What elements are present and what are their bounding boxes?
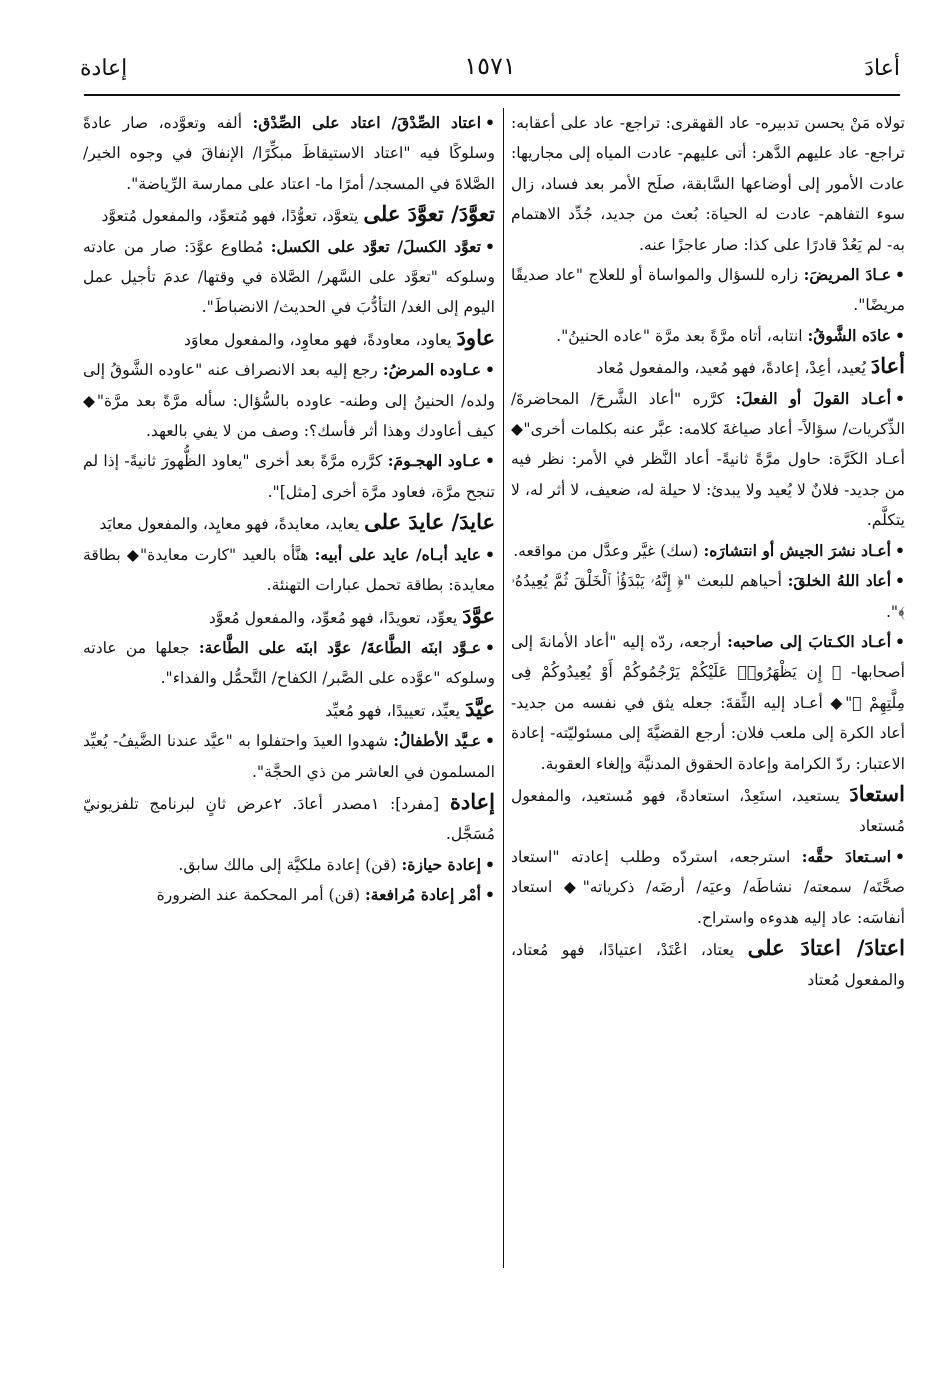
page-header [80, 52, 900, 92]
bullet-icon: • [485, 854, 495, 874]
sense-keyword: عـيَّد الأطفالُ: [393, 731, 482, 751]
headword-forms: يعاود، معاودةً، فهو معاوِد، والمفعول معاوَد [184, 330, 457, 349]
bullet-icon: • [485, 360, 495, 380]
headword: إعادة [449, 788, 495, 814]
sense-definition: (قن) أمر المحكمة عند الضرورة [156, 886, 365, 905]
sense-item [511, 321, 905, 351]
sense-item [511, 384, 905, 536]
sense-definition: شهدوا العيدَ واحتفلوا به "عيَّد عندنا الضَّيفُ- يُعيِّد المسلمون في العاشر من ذي الحجَّة". [83, 732, 495, 781]
headword-forms: يستعيد، استَعِدْ، استعادةً، فهو مُستعيد، والمفعول مُستعاد [511, 786, 905, 836]
sense-item [83, 446, 495, 507]
headword: تعوَّدَ/ تعوَّدَ على [363, 201, 495, 227]
sense-definition: أحياهم للبعث "﴿ إِنَّهُۥ يَبْدَؤُا۟ ٱلْخَلْقَ ثُمَّ يُعِيدُهُۥ ﴾". [511, 572, 905, 621]
headword-forms: يعتاد، اعْتَدْ، اعتيادًا، فهو مُعتاد، والمفعول مُعتاد [511, 940, 905, 990]
bullet-icon: • [895, 265, 906, 285]
sense-definition: (سك) غيَّر وعدَّل من مواقعه. [513, 541, 704, 560]
sense-definition: هنَّأه بالعيد "كارت معايدة"◆ بطاقة معايدة: بطاقة تحمل عبارات التهنئة. [83, 545, 495, 595]
bullet-icon: • [895, 540, 905, 560]
bullet-icon: • [485, 236, 495, 256]
bullet-icon: • [485, 451, 495, 471]
sense-keyword: تعوَّد الكسلَ/ تعوَّد على الكسل: [270, 236, 482, 256]
headword-entry [511, 351, 905, 383]
sense-keyword: عـاود الهجـومَ: [387, 451, 482, 471]
sense-definition: كرَّره مرَّةً بعد أخرى "يعاود الظُّهورَ ثانيةً- إذا لم تنجح مرَّة، فعاود مرَّة أخرى [مثل]". [83, 452, 495, 501]
sense-definition: مُطاوع عوَّدَ: صار من عادته وسلوكه "تعوَّد على السَّهر/ الصَّلاة في وقتها/ عدمَ تأجيل عمل اليوم إلى الغد/ التأدُّبَ في الحديث/ الانضباطَ". [83, 237, 495, 317]
headword: عايدَ/ عايدَ على [364, 509, 495, 535]
left-column [83, 108, 495, 911]
headword: استعادَ [849, 780, 905, 806]
sense-keyword: اعتاد الصِّدْقَ/ اعتاد على الصِّدْق: [252, 113, 482, 132]
headword: عيَّدَ [465, 695, 495, 721]
right-column [511, 108, 905, 996]
sense-item [83, 850, 495, 880]
sense-item [511, 260, 905, 321]
sense-keyword: عادَه الشَّوقُ: [807, 325, 892, 345]
headword: عاودَ [456, 324, 495, 350]
sense-item [83, 355, 495, 446]
sense-definition: رجع إليه بعد الانصراف عنه "عاوده الشَّوقُ إلى ولده/ الحنينُ إلى وطنه- عاوده بالسُّؤال: سأله مرَّةً بعد مرَّة"◆ كيف أعاودك وهذا أثر فأسك؟: وصف من لا يفي بالعهد. [83, 361, 495, 441]
sense-definition: استرجعه، استردّه وطلب إعادته "استعاد صحَّتَه/ سمعته/ نشاطَه/ وعيَه/ أرضَه/ ذكرياته"◆ استعاد أنفاسَه: عاد إليه هدوءه واستراح. [511, 847, 905, 927]
headword-entry [83, 323, 495, 355]
headword-forms: [مفرد]: ١مصدر أعادَ. ٢عرض ثانٍ لبرنامج تلفزيونيّ مُسَجَّل. [83, 794, 495, 844]
headword-forms: يُعيد، أعِدْ، إعادةً، فهو مُعيد، والمفعول مُعاد [596, 359, 871, 378]
bullet-icon: • [485, 731, 495, 751]
bullet-icon: • [485, 544, 495, 564]
sense-item [511, 627, 905, 779]
sense-definition: زاره للسؤال والمواساة أو للعلاج "عاد صديقًا مريضًا". [511, 266, 905, 315]
headword-forms: يعايد، معايدةً، فهو معايِد، والمفعول معايَد [99, 515, 365, 534]
sense-item [83, 108, 495, 199]
sense-definition: كرَّره "أعاد الشَّرحَ/ المحاضرةَ/ الذِّكريات/ سؤالاً- أعاد صياغةَ كلامه: عبَّر عنه بكلمات أخرى"◆ أعـاد الكَرَّة: حاول مرَّةً ثانيةً- أعاد النَّظر في الأمر: نظر فيه من جديد- فلانٌ لا يُعيد ولا يبدئ: لا حيلة له، ضعيف، لا أثر له، لا يتكلَّم. [511, 389, 905, 530]
headword-entry [83, 199, 495, 231]
bullet-icon: • [895, 388, 905, 408]
sense-keyword: أعـاد الكـتابَ إلى صاحبه: [727, 631, 892, 651]
headword-forms: يعيِّد، تعييدًا، فهو مُعيِّد [325, 701, 466, 720]
headword-entry [511, 933, 905, 996]
headword-forms: يعوِّد، تعويدًا، فهو مُعوِّد، والمفعول مُعوَّد [208, 608, 463, 627]
sense-definition: (قن) إعادة ملكيَّة إلى مالك سابق. [178, 855, 402, 874]
sense-keyword: أعـاد نشرَ الجيش أو انتشارَه: [703, 540, 892, 560]
headword-entry [83, 507, 495, 539]
sense-definition: انتابه، أتاه مرَّةً بعد مرَّة "عاده الحنينُ". [556, 326, 808, 345]
bullet-icon: • [895, 631, 905, 651]
headword-entry [83, 787, 495, 850]
headword-entry [83, 601, 495, 633]
sense-definition: ألفه وتعوَّده، صار عادةً وسلوكًا فيه "اعتاد الاستيقاظَ مبكِّرًا/ الإنفاقَ في وجوه الخير/ الصَّلاةَ في المسجد/ أمرًا ما- اعتاد على ممارسة الرِّياضة". [83, 114, 495, 193]
bullet-icon: • [485, 637, 495, 657]
bullet-icon: • [895, 846, 905, 866]
headword-entry [83, 694, 495, 726]
sense-keyword: عـوَّد ابنَه الطَّاعةَ/ عوَّد ابنَه على الطَّاعة: [198, 637, 482, 657]
sense-keyword: عايد أبـاه/ عايد على أبيه: [314, 544, 482, 564]
header-rule [84, 94, 900, 96]
page-number: ١٥٧١ [464, 52, 516, 80]
headword-forms: يتعوَّد، تعوُّدًا، فهو مُتعوِّد، والمفعول مُتعوَّد [101, 207, 364, 226]
headword: عوَّدَ [462, 602, 495, 628]
right-guideword: أعادَ [864, 56, 900, 81]
sense-item [83, 540, 495, 601]
sense-item [83, 232, 495, 323]
bullet-icon: • [485, 113, 495, 132]
bullet-icon: • [895, 325, 905, 345]
sense-definition: جعلها من عادته وسلوكه "عوَّده على الصَّبر/ الكفاح/ التَّحمُّل والفداء". [83, 638, 495, 688]
sense-item [83, 726, 495, 787]
left-guideword: إعادة [80, 56, 128, 81]
headword: اعتادَ/ اعتادَ على [747, 934, 905, 960]
sense-keyword: عـاوده المرضُ: [382, 360, 482, 380]
sense-definition: أرجعه، ردّه إليه "أعاد الأمانةَ إلى أصحابها- ﴿ إِن يَظْهَرُوا۟ عَلَيْكُمْ يَرْجُمُوكُمْ أَوْ يُعِيدُوكُمْ فِى مِلَّتِهِمْ ﴾"◆ أعـاد إليه الثِّقةَ: جعله يثق في نفسه من جديد- أعاد الكرة إلى ملعب فلان: أرجع القضيَّةَ إلى مسئوليّته- إعادة الاعتبار: ردّ الكرامة وإعادة الحقوق المدنيَّة وإلغاء العقوبة. [511, 632, 905, 773]
sense-item [511, 566, 905, 627]
sense-keyword: إعادة حيازة: [401, 854, 482, 874]
sense-item [83, 633, 495, 694]
sense-keyword: أعـاد القولَ أو الفعلَ: [735, 388, 892, 408]
bullet-icon: • [895, 571, 905, 591]
sense-item [83, 880, 495, 910]
sense-keyword: اسـتعادَ حقَّه: [801, 846, 892, 866]
entry-text [511, 108, 905, 260]
sense-keyword: أعاد اللهُ الخلقَ: [787, 571, 892, 591]
sense-item [511, 842, 905, 933]
headword-entry [511, 779, 905, 842]
column-divider [503, 108, 504, 1268]
entry-body: تولاه مَنْ يحسن تدبيره- عاد القهقرى: تراجع- عاد على أعقابه: تراجع- عاد عليهم الدَّهر: أتى عليهم- عادت المياه إلى مجاريها: عادت الأمور إلى أوضاعها السَّابقة، صلَح الأمر بعد فساد، زال سوء التفاهم- عادت له الحياة: بُعث من جديد، جُدِّد الاهتمام به- لم يَعُدْ قادرًا على كذا: صار عاجزًا عنه. [511, 114, 905, 254]
sense-keyword: أمْر إعادة مُرافعة: [364, 885, 482, 905]
headword: أعادَ [870, 353, 905, 379]
bullet-icon: • [485, 885, 495, 905]
sense-keyword: عـادَ المريضَ: [803, 265, 892, 285]
sense-item [511, 536, 905, 566]
